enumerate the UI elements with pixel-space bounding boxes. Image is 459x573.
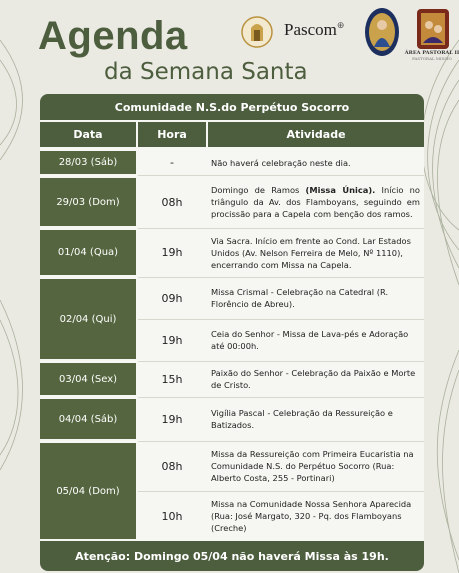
activity-text: Domingo de Ramos (Missa Única). Início no triângulo da Av. dos Flamboyans, seguindo em procissão para a Capela com benção dos ramos. [211,185,420,219]
activity-cell: Missa na Comunidade Nossa Senhora Aparecida (Rua: José Margato, 320 - Pq. dos Flamboyans (Creche) [211,499,412,533]
date-cell: 04/04 (Sáb) [40,399,136,439]
column-header-hour: Hora [138,122,206,147]
row-divider [138,361,424,362]
hour-cell: 08h [161,459,183,473]
community-header: Comunidade N.S.do Perpétuo Socorro [40,94,424,120]
activity-cell: Missa Crismal - Celebração na Catedral (R. Florêncio de Abreu). [211,287,389,309]
row-divider [138,397,424,398]
row-divider [138,319,424,320]
hour-cell: - [170,156,174,169]
column-header-activity: Atividade [208,122,424,147]
hour-cell: 19h [161,333,183,347]
hour-cell: 08h [161,195,183,209]
pascom-logo: Pascom⊕ [284,20,345,39]
logo-caption: ÁREA PASTORAL II PASTORAL MISSIO [404,50,459,61]
hour-cell: 10h [161,509,183,523]
date-cell: 03/04 (Sex) [40,363,136,395]
date-cell: 05/04 (Dom) [40,443,136,539]
footer-notice: Atenção: Domingo 05/04 não haverá Missa às 19h. [40,541,424,571]
saint-icon-logo [364,7,400,57]
row-divider [138,228,424,229]
activity-cell: Paixão do Senhor - Celebração da Paixão e Morte de Cristo. [211,368,416,390]
hour-cell: 09h [161,291,183,305]
area-pastoral-logo [413,7,453,51]
activity-cell: Missa da Ressureição com Primeira Eucaristia na Comunidade N.S. do Perpétuo Socorro (Rua: Alberto Costa, 255 - Portinari) [211,449,414,483]
row-divider [138,277,424,278]
hour-cell: 19h [161,246,183,259]
date-cell: 29/03 (Dom) [40,178,136,226]
date-cell: 28/03 (Sáb) [40,151,136,174]
page-title: Agenda [38,14,188,58]
parish-seal-logo [241,15,273,49]
hour-cell: 19h [161,412,183,426]
date-cell: 02/04 (Qui) [40,279,136,359]
hour-cell: 15h [161,372,183,386]
row-divider [138,441,424,442]
schedule-table [40,94,424,571]
row-divider [138,175,424,176]
activity-cell: Via Sacra. Início em frente ao Cond. Lar Estados Unidos (Av. Nelson Ferreira de Melo, Nº 1110), encerrando com Missa na Capela. [211,235,411,270]
activity-cell: Ceia do Senhor - Missa de Lava-pés e Adoração até 00:00h. [211,329,409,351]
date-cell: 01/04 (Qua) [40,230,136,275]
row-divider [138,491,424,492]
activity-cell: Vigília Pascal - Celebração da Ressureição e Batizados. [211,408,393,430]
activity-cell: Não haverá celebração neste dia. [211,157,351,168]
activity-cell [208,178,424,226]
column-header-date: Data [40,122,136,147]
page-subtitle: da Semana Santa [104,59,308,85]
